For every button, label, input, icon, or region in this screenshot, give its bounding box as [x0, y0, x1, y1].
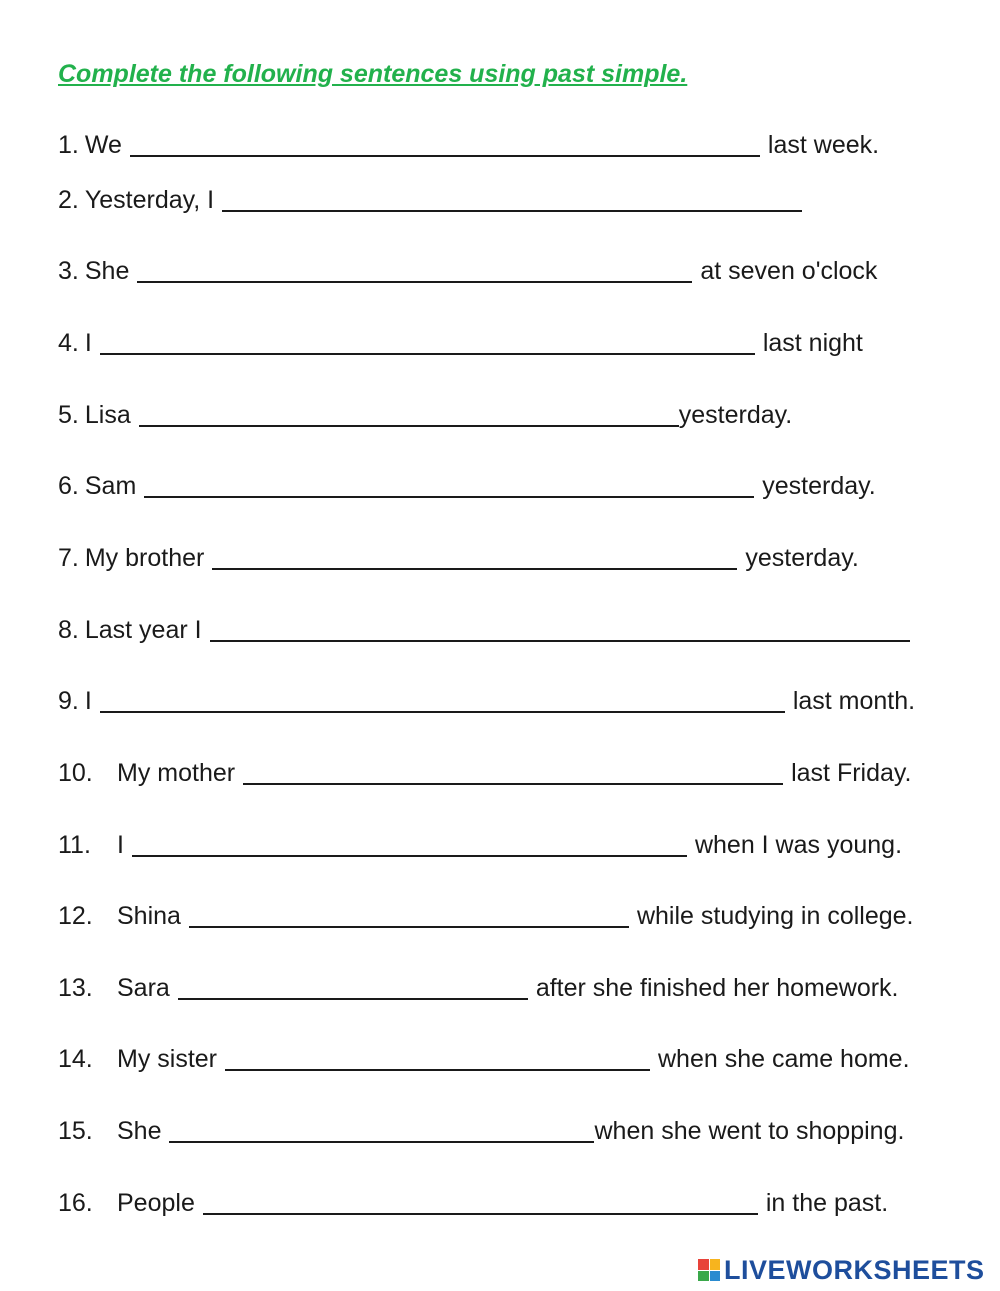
- sentence-number: 12.: [58, 902, 93, 930]
- sentence-end: at seven o'clock: [700, 257, 878, 285]
- sentence-row: [58, 613, 910, 645]
- sentence-row: [58, 684, 915, 716]
- sentence-start: Sam: [84, 472, 137, 500]
- sentence-start: She: [117, 1117, 162, 1145]
- sentence-number: 3.: [58, 257, 79, 285]
- sentence-number: 7.: [58, 544, 79, 572]
- logo-icon: [698, 1259, 720, 1281]
- sentence-number: 16.: [58, 1189, 93, 1217]
- sentence-row: [58, 1186, 888, 1218]
- sentence-row: [58, 971, 899, 1003]
- answer-blank[interactable]: [178, 972, 528, 1000]
- sentence-number: 15.: [58, 1117, 93, 1145]
- sentence-end: when she came home.: [658, 1045, 910, 1073]
- sentence-end: last night: [762, 329, 863, 357]
- sentence-row: [58, 899, 914, 931]
- sentence-number: 10.: [58, 759, 93, 787]
- sentence-start: I: [84, 329, 92, 357]
- sentence-number: 11.: [58, 831, 91, 859]
- sentence-row: [58, 398, 792, 430]
- sentence-number: 2.: [58, 186, 79, 214]
- sentence-row: [58, 828, 902, 860]
- sentence-end: yesterday.: [745, 544, 859, 572]
- sentence-number: 4.: [58, 329, 79, 357]
- sentence-start: Sara: [117, 974, 170, 1002]
- sentence-number: 8.: [58, 616, 79, 644]
- sentence-end: when she went to shopping.: [594, 1117, 905, 1145]
- sentence-end: when I was young.: [694, 831, 903, 859]
- sentence-start: We: [84, 131, 122, 159]
- sentence-row: [58, 1042, 910, 1074]
- sentence-start: Lisa: [84, 401, 131, 429]
- sentence-number: 5.: [58, 401, 79, 429]
- sentence-start: Last year I: [84, 616, 202, 644]
- sentence-number: 6.: [58, 472, 79, 500]
- sentence-start: My mother: [117, 759, 236, 787]
- sentence-start: My sister: [117, 1045, 217, 1073]
- liveworksheets-logo: [698, 1255, 985, 1285]
- answer-blank[interactable]: [225, 1043, 650, 1071]
- sentence-number: 1.: [58, 131, 79, 159]
- answer-blank[interactable]: [130, 129, 760, 157]
- sentence-end: last month.: [792, 687, 916, 715]
- sentence-end: last week.: [767, 131, 880, 159]
- answer-blank[interactable]: [189, 900, 629, 928]
- answer-blank[interactable]: [212, 542, 737, 570]
- sentence-start: She: [84, 257, 130, 285]
- sentence-row: [58, 128, 879, 160]
- sentence-row: [58, 756, 912, 788]
- sentence-end: yesterday.: [678, 401, 793, 429]
- sentence-end: while studying in college.: [636, 902, 914, 930]
- sentence-start: Yesterday, I: [84, 186, 215, 214]
- sentence-start: I: [117, 831, 124, 859]
- sentence-row: [58, 326, 863, 358]
- sentence-end: last Friday.: [791, 759, 912, 787]
- answer-blank[interactable]: [210, 614, 910, 642]
- answer-blank[interactable]: [100, 327, 755, 355]
- sentence-row: [58, 183, 802, 215]
- sentence-row: [58, 254, 877, 286]
- answer-blank[interactable]: [137, 255, 692, 283]
- answer-blank[interactable]: [243, 757, 783, 785]
- sentence-number: 9.: [58, 687, 79, 715]
- answer-blank[interactable]: [169, 1115, 594, 1143]
- sentence-start: Shina: [117, 902, 181, 930]
- answer-blank[interactable]: [100, 685, 785, 713]
- worksheet-title: Complete the following sentences using past simple.: [58, 60, 688, 88]
- answer-blank[interactable]: [139, 399, 679, 427]
- sentence-number: 14.: [58, 1045, 93, 1073]
- answer-blank[interactable]: [132, 829, 687, 857]
- sentence-start: People: [117, 1189, 195, 1217]
- answer-blank[interactable]: [203, 1187, 758, 1215]
- sentence-row: [58, 541, 859, 573]
- sentence-start: I: [84, 687, 92, 715]
- logo-text: LIVEWORKSHEETS: [724, 1254, 985, 1285]
- sentence-end: in the past.: [765, 1189, 889, 1217]
- sentence-number: 13.: [58, 974, 93, 1002]
- sentence-end: after she finished her homework.: [535, 974, 899, 1002]
- answer-blank[interactable]: [222, 184, 802, 212]
- sentence-start: My brother: [84, 544, 205, 572]
- sentence-row: [58, 1114, 904, 1146]
- sentence-row: [58, 469, 876, 501]
- answer-blank[interactable]: [144, 470, 754, 498]
- sentence-end: yesterday.: [762, 472, 876, 500]
